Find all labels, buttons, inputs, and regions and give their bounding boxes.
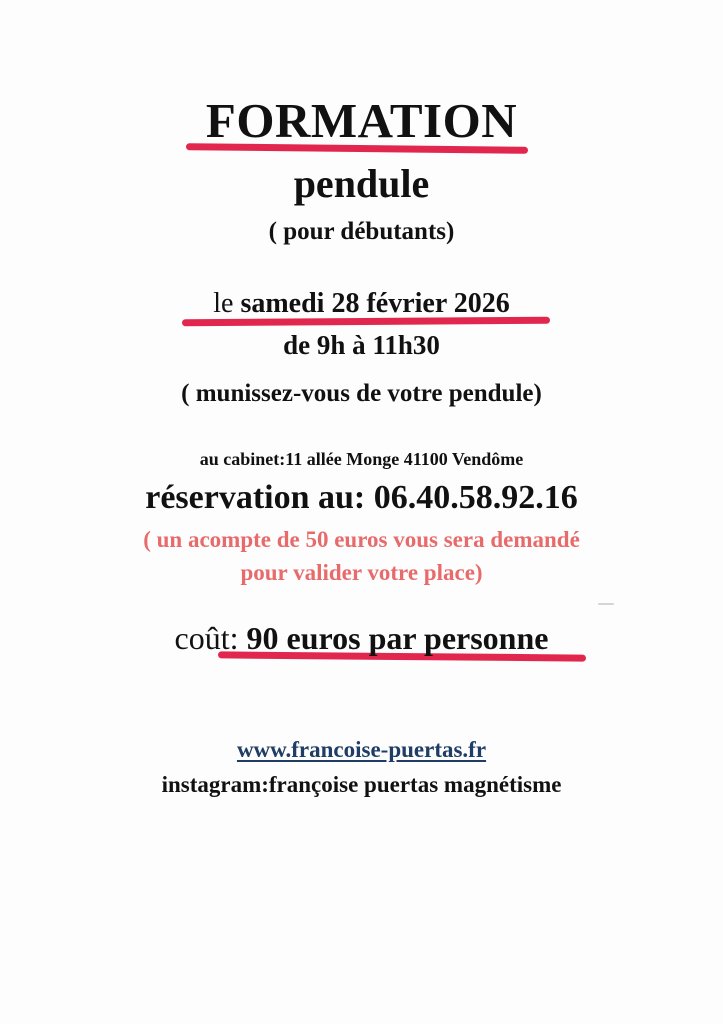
event-cost: [0, 620, 723, 657]
cost-label: coût:: [174, 620, 239, 656]
bring-note: ( munissez-vous de votre pendule): [181, 380, 542, 407]
instagram-handle: instagram:françoise puertas magnétisme: [161, 772, 562, 797]
scan-speck: [598, 603, 614, 605]
booking-phone: réservation au: 06.40.58.92.16: [145, 479, 578, 516]
event-date: [0, 288, 723, 320]
event-address: au cabinet:11 allée Monge 41100 Vendôme: [199, 449, 524, 469]
website-link[interactable]: www.francoise-puertas.fr: [236, 737, 487, 762]
deposit-note-line-2: pour valider votre place): [240, 560, 483, 585]
date-prefix: le: [213, 288, 234, 319]
audience-note: ( pour débutants): [268, 218, 455, 245]
date-value: samedi 28 février 2026: [240, 288, 510, 319]
deposit-note-line-1: ( un acompte de 50 euros vous sera demandé: [143, 527, 580, 552]
event-time: de 9h à 11h30: [283, 330, 440, 360]
cost-value: 90 euros par personne: [246, 620, 549, 656]
flyer-subtitle: pendule: [293, 161, 430, 206]
flyer-title: FORMATION: [205, 93, 518, 148]
